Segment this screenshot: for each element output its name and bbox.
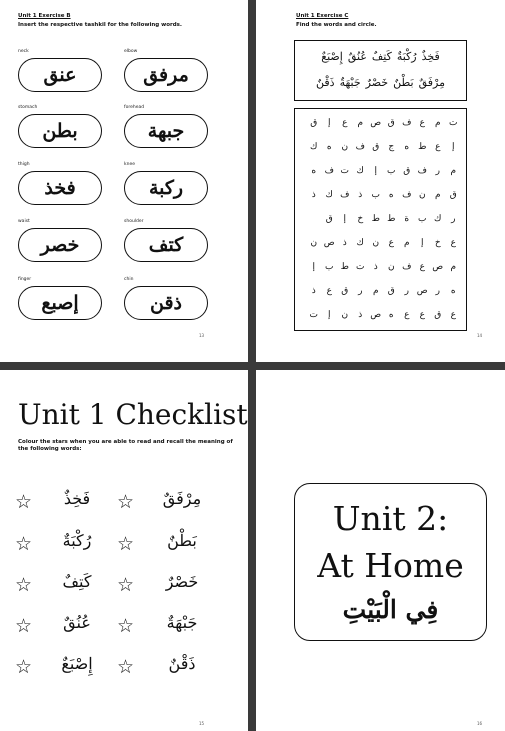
word-list-item: ذَقْنٌ (316, 76, 335, 89)
page-number: 13 (199, 333, 205, 338)
grid-letter[interactable]: خ (434, 238, 441, 248)
star-checkbox-icon[interactable]: ☆ (117, 574, 135, 596)
word-label: knee (124, 162, 135, 167)
grid-letter[interactable]: ع (326, 286, 332, 296)
grid-letter[interactable]: ق (310, 118, 318, 128)
grid-letter[interactable]: ن (310, 238, 318, 248)
word-list-item: فَخِذٌ (421, 50, 440, 63)
grid-letter[interactable]: ب (387, 166, 396, 176)
grid-letter[interactable]: ف (402, 118, 412, 128)
grid-letter[interactable]: ب (325, 262, 334, 272)
grid-letter[interactable]: ذ (358, 310, 363, 320)
grid-letter[interactable]: ص (416, 286, 428, 296)
word-list-item: كَتِفٌ (371, 50, 392, 63)
checklist-word: عُنُقٌ (63, 613, 91, 632)
exercise-title: Unit 1 Exercise B (18, 13, 71, 19)
grid-letter[interactable]: ذ (311, 190, 316, 200)
word-list-item: بَطْنٌ (393, 76, 414, 89)
word-list-item: عُنُقٌ (347, 50, 367, 63)
word-card[interactable]: فخذ (18, 171, 102, 205)
grid-letter[interactable]: ذ (342, 238, 347, 248)
word-label: finger (18, 277, 32, 282)
star-checkbox-icon[interactable]: ☆ (15, 533, 33, 555)
grid-letter[interactable]: إ (374, 166, 377, 176)
grid-letter[interactable]: ر (404, 286, 409, 296)
checklist-word: ذَقْنٌ (168, 654, 196, 673)
checklist-word: خَصْرٌ (165, 572, 199, 591)
word-list-row (295, 50, 466, 63)
grid-letter[interactable]: ن (372, 238, 380, 248)
star-checkbox-icon[interactable]: ☆ (15, 574, 33, 596)
grid-letter[interactable]: ف (340, 190, 350, 200)
grid-letter[interactable]: ع (419, 310, 425, 320)
grid-letter[interactable]: ك (356, 166, 364, 176)
grid-letter[interactable]: ق (325, 214, 333, 224)
page-number: 16 (477, 721, 483, 726)
word-card[interactable]: إصبع (18, 286, 102, 320)
page-number: 15 (199, 721, 205, 726)
grid-letter[interactable]: ن (387, 262, 395, 272)
grid-letter[interactable]: م (434, 190, 441, 200)
word-list-row (295, 76, 466, 89)
word-label: shoulder (124, 219, 144, 224)
grid-letter[interactable]: ذ (311, 286, 316, 296)
word-card[interactable]: عنق (18, 58, 102, 92)
grid-letter[interactable]: م (372, 286, 379, 296)
grid-letter[interactable]: ق (372, 142, 380, 152)
grid-letter[interactable]: ط (418, 142, 427, 152)
word-card[interactable]: ذقن (124, 286, 208, 320)
grid-letter[interactable]: ب (418, 214, 427, 224)
grid-letter[interactable]: ف (355, 142, 365, 152)
grid-letter[interactable]: م (450, 166, 457, 176)
grid-letter[interactable]: ص (370, 310, 382, 320)
grid-letter[interactable]: ت (356, 262, 365, 272)
star-checkbox-icon[interactable]: ☆ (15, 491, 33, 513)
grid-letter[interactable]: ع (450, 310, 456, 320)
grid-letter[interactable]: إ (451, 142, 455, 152)
grid-letter[interactable]: م (403, 238, 410, 248)
grid-letter[interactable]: إ (327, 118, 331, 128)
unit-name: At Home (317, 546, 464, 585)
grid-letter[interactable]: ر (451, 214, 456, 224)
grid-letter[interactable]: إ (312, 262, 315, 272)
grid-letter[interactable]: ه (326, 142, 332, 152)
grid-letter[interactable]: ك (434, 214, 442, 224)
exercise-instructions: Find the words and circle. (296, 22, 377, 28)
grid-letter[interactable]: ر (435, 286, 440, 296)
unit-name-arabic: فِي الْبَيْتِ (342, 595, 439, 624)
word-card[interactable]: جبهة (124, 114, 208, 148)
grid-letter[interactable]: ر (435, 166, 440, 176)
word-list-item: مِرْفَقٌ (418, 76, 445, 89)
word-label: stomach (18, 105, 38, 110)
word-label: forehead (124, 105, 145, 110)
checklist-word: جَبْهَةٌ (166, 613, 198, 632)
exercise-instructions: Insert the respective tashkil for the following words. (18, 22, 182, 28)
page-exercise-c (256, 0, 505, 362)
word-card[interactable]: ركبة (124, 171, 208, 205)
word-card[interactable]: كتف (124, 228, 208, 262)
grid-letter[interactable]: ف (402, 262, 412, 272)
star-checkbox-icon[interactable]: ☆ (117, 615, 135, 637)
grid-letter[interactable]: ك (310, 142, 318, 152)
grid-letter[interactable]: ط (371, 214, 380, 224)
word-label: thigh (18, 162, 30, 167)
word-card[interactable]: بطن (18, 114, 102, 148)
word-card[interactable]: خصر (18, 228, 102, 262)
grid-letter[interactable]: ط (340, 262, 349, 272)
page-checklist (0, 370, 248, 731)
grid-letter[interactable]: ت (449, 118, 458, 128)
checklist-word: كَتِفٌ (62, 572, 92, 591)
grid-letter[interactable]: ك (356, 238, 364, 248)
grid-letter[interactable]: ع (435, 142, 441, 152)
grid-letter[interactable]: ص (370, 118, 382, 128)
grid-letter[interactable]: ف (324, 166, 334, 176)
star-checkbox-icon[interactable]: ☆ (15, 615, 33, 637)
grid-letter[interactable]: ع (388, 238, 394, 248)
grid-letter[interactable]: إ (327, 310, 331, 320)
word-list-item: رُكْبَةٌ (396, 50, 417, 63)
grid-letter[interactable]: م (450, 262, 457, 272)
grid-letter[interactable]: ن (341, 142, 349, 152)
checklist-word: رُكْبَةٌ (62, 531, 92, 550)
checklist-word: فَخِذٌ (63, 489, 91, 508)
grid-letter[interactable]: ر (358, 286, 363, 296)
page-unit2-cover (256, 370, 505, 731)
grid-letter[interactable]: ق (341, 286, 349, 296)
checklist-word: مِرْفَقٌ (162, 489, 202, 508)
grid-letter[interactable]: ق (387, 118, 395, 128)
grid-letter[interactable]: ه (404, 142, 410, 152)
exercise-title: Unit 1 Exercise C (296, 13, 349, 19)
grid-letter[interactable]: ن (418, 190, 426, 200)
grid-letter[interactable]: ذ (373, 262, 378, 272)
word-list-item: خَصْرٌ (365, 76, 389, 89)
grid-letter[interactable]: ع (404, 310, 410, 320)
word-list-item: إِصْبَعٌ (321, 50, 343, 63)
grid-letter[interactable]: ك (325, 190, 333, 200)
grid-letter[interactable]: خ (357, 214, 364, 224)
grid-letter[interactable]: ت (340, 166, 349, 176)
word-list-box (294, 40, 467, 101)
grid-letter[interactable]: ق (449, 190, 457, 200)
checklist-word: إِصْبَعٌ (61, 654, 93, 673)
grid-letter[interactable]: م (357, 118, 364, 128)
grid-letter[interactable]: ت (309, 310, 318, 320)
grid-letter[interactable]: ه (388, 190, 394, 200)
grid-letter[interactable]: ه (388, 310, 394, 320)
word-search-grid[interactable] (294, 108, 467, 331)
grid-letter[interactable]: ه (311, 166, 317, 176)
grid-letter[interactable]: ع (450, 238, 456, 248)
page-number: 14 (477, 333, 483, 338)
grid-letter[interactable]: م (434, 118, 441, 128)
grid-letter[interactable]: ق (387, 286, 395, 296)
grid-letter[interactable]: ص (432, 262, 444, 272)
grid-letter[interactable]: ة (404, 214, 410, 224)
grid-letter[interactable]: إ (343, 214, 346, 224)
grid-letter[interactable]: ه (450, 286, 456, 296)
grid-letter[interactable]: ع (419, 262, 425, 272)
grid-letter[interactable]: ق (403, 166, 411, 176)
unit-title-box (294, 483, 487, 641)
star-checkbox-icon[interactable]: ☆ (117, 656, 135, 678)
page-exercise-b (0, 0, 248, 362)
grid-letter[interactable]: ن (341, 310, 349, 320)
word-label: neck (18, 49, 29, 54)
grid-letter[interactable]: ق (434, 310, 442, 320)
star-checkbox-icon[interactable]: ☆ (15, 656, 33, 678)
grid-letter[interactable]: ف (417, 166, 427, 176)
word-label: waist (18, 219, 30, 224)
unit-number: Unit 2: (332, 499, 449, 538)
grid-letter[interactable]: ط (387, 214, 396, 224)
checklist-instructions: Colour the stars when you are able to read and recall the meaning of the following words: (18, 439, 233, 452)
grid-letter[interactable]: ع (419, 118, 425, 128)
checklist-word: بَطْنٌ (167, 531, 197, 550)
grid-letter[interactable]: إ (420, 238, 424, 248)
grid-letter[interactable]: ف (402, 190, 412, 200)
word-list-item: جَبْهَةٌ (339, 76, 361, 89)
word-label: elbow (124, 49, 138, 54)
grid-letter[interactable]: ص (323, 238, 335, 248)
word-card[interactable]: مرفق (124, 58, 208, 92)
grid-letter[interactable]: ج (388, 142, 395, 152)
star-checkbox-icon[interactable]: ☆ (117, 491, 135, 513)
grid-letter[interactable]: ب (371, 190, 380, 200)
grid-letter[interactable]: ذ (358, 190, 363, 200)
word-label: chin (124, 277, 134, 282)
star-checkbox-icon[interactable]: ☆ (117, 533, 135, 555)
checklist-title: Unit 1 Checklist (18, 398, 248, 431)
grid-letter[interactable]: ع (342, 118, 348, 128)
